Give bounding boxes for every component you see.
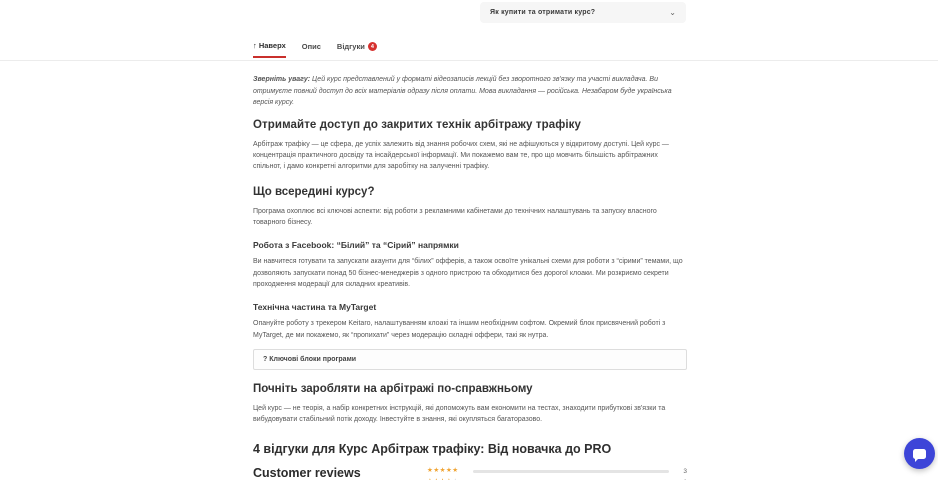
paragraph-facebook: Ви навчитеся готувати та запускати акаунти для “білих” офферів, а також освоїте унікальні схеми для роботи з “сірими” темами, що дозволяють запускати понад 50 бізнес-менеджерів з одного пристрою та обходитися без дорогої клоаки. Ми розкриємо секрети проходження модерації для складних креативів. [253,258,683,288]
heading-facebook: Робота з Facebook: “Білий” та “Сірий” напрямки [253,240,459,251]
paragraph-access: Арбітраж трафіку — це сфера, де успіх залежить від знання робочих схем, які не афішуються у відкритому доступі. Цей курс — концентрація практичного досвіду та інсайдерської інформації. Ми покажемо вам те, про що мовчить більшість арбітражних спільнот, і дамо конкретні алгоритми для заробітку на залученні трафіку. [253,140,669,171]
reviews-summary [253,466,687,480]
heading-access: Отримайте доступ до закритих технік арбітражу трафіку [253,118,582,131]
heading-start: Почніть заробляти на арбітражі по-справжньому [253,382,533,395]
rating-count: 3 [683,467,687,475]
course-description [253,74,687,480]
tab-bar [253,41,377,58]
key-blocks-accordion-label: ? Ключові блоки програми [263,355,357,363]
tab-description[interactable] [302,42,321,57]
notice-label: Зверніть увагу: [253,76,311,83]
key-blocks-accordion[interactable] [253,349,687,370]
histogram-row-5-stars[interactable] [427,468,687,475]
how-to-buy-label: Як купити та отримати курс? [490,9,596,16]
reviews-count-badge: 4 [368,42,377,51]
heading-tech: Технічна частина та MyTarget [253,302,377,313]
tab-reviews-label: Відгуки [336,42,365,51]
chat-widget-button[interactable] [904,438,935,469]
paragraph-start: Цей курс — не теорія, а набір конкретних інструкцій, які допоможуть вам економити на тестах, знаходити прибуткові зв'язки та вибудовувати стабільний потік доходу. Інвестуйте в знання, які окупляться багаторазово. [253,404,666,424]
customer-reviews-heading: Customer reviews [253,465,361,480]
tab-back-to-top-label: ↑ Наверх [253,41,286,50]
paragraph-tech: Опануйте роботу з трекером Keitaro, налаштуванням клоакі та іншим необхідним софтом. Окремий блок присвячений роботі з MyTarget, де ми покажемо, як “пропихати” через модерацію складні оффери, такі як нутра. [253,320,666,339]
tabbar-separator [0,60,938,61]
notice-text: Цей курс представлений у форматі відеозаписів лекцій без зворотного зв'язку та участі викладача. Ви отримуєте повний доступ до всіх матеріалів одразу після оплати. Мова викладання — російська. Незабаром буде українська версія курсу. [253,76,672,107]
reviews-section-title: 4 відгуки для Курс Арбітраж трафіку: Від новачка до PRO [253,441,612,456]
tab-back-to-top[interactable] [253,41,286,58]
reviews-summary-left [253,466,403,480]
how-to-buy-dropdown[interactable] [480,2,686,23]
tab-reviews[interactable] [337,42,377,57]
course-notice [253,74,687,109]
rating-bar [473,470,669,473]
heading-inside: Що всередині курсу? [253,185,375,198]
tab-description-label: Опис [301,42,321,51]
paragraph-inside: Програма охоплює всі ключові аспекти: від роботи з рекламними кабінетами до технічних налаштувань та запуску власного товарного бізнесу. [253,207,657,226]
chat-bubble-icon [913,449,926,459]
star-icons: ★★★★★ [427,466,459,474]
rating-histogram [427,466,687,480]
chevron-down-icon: ⌄ [669,7,676,17]
